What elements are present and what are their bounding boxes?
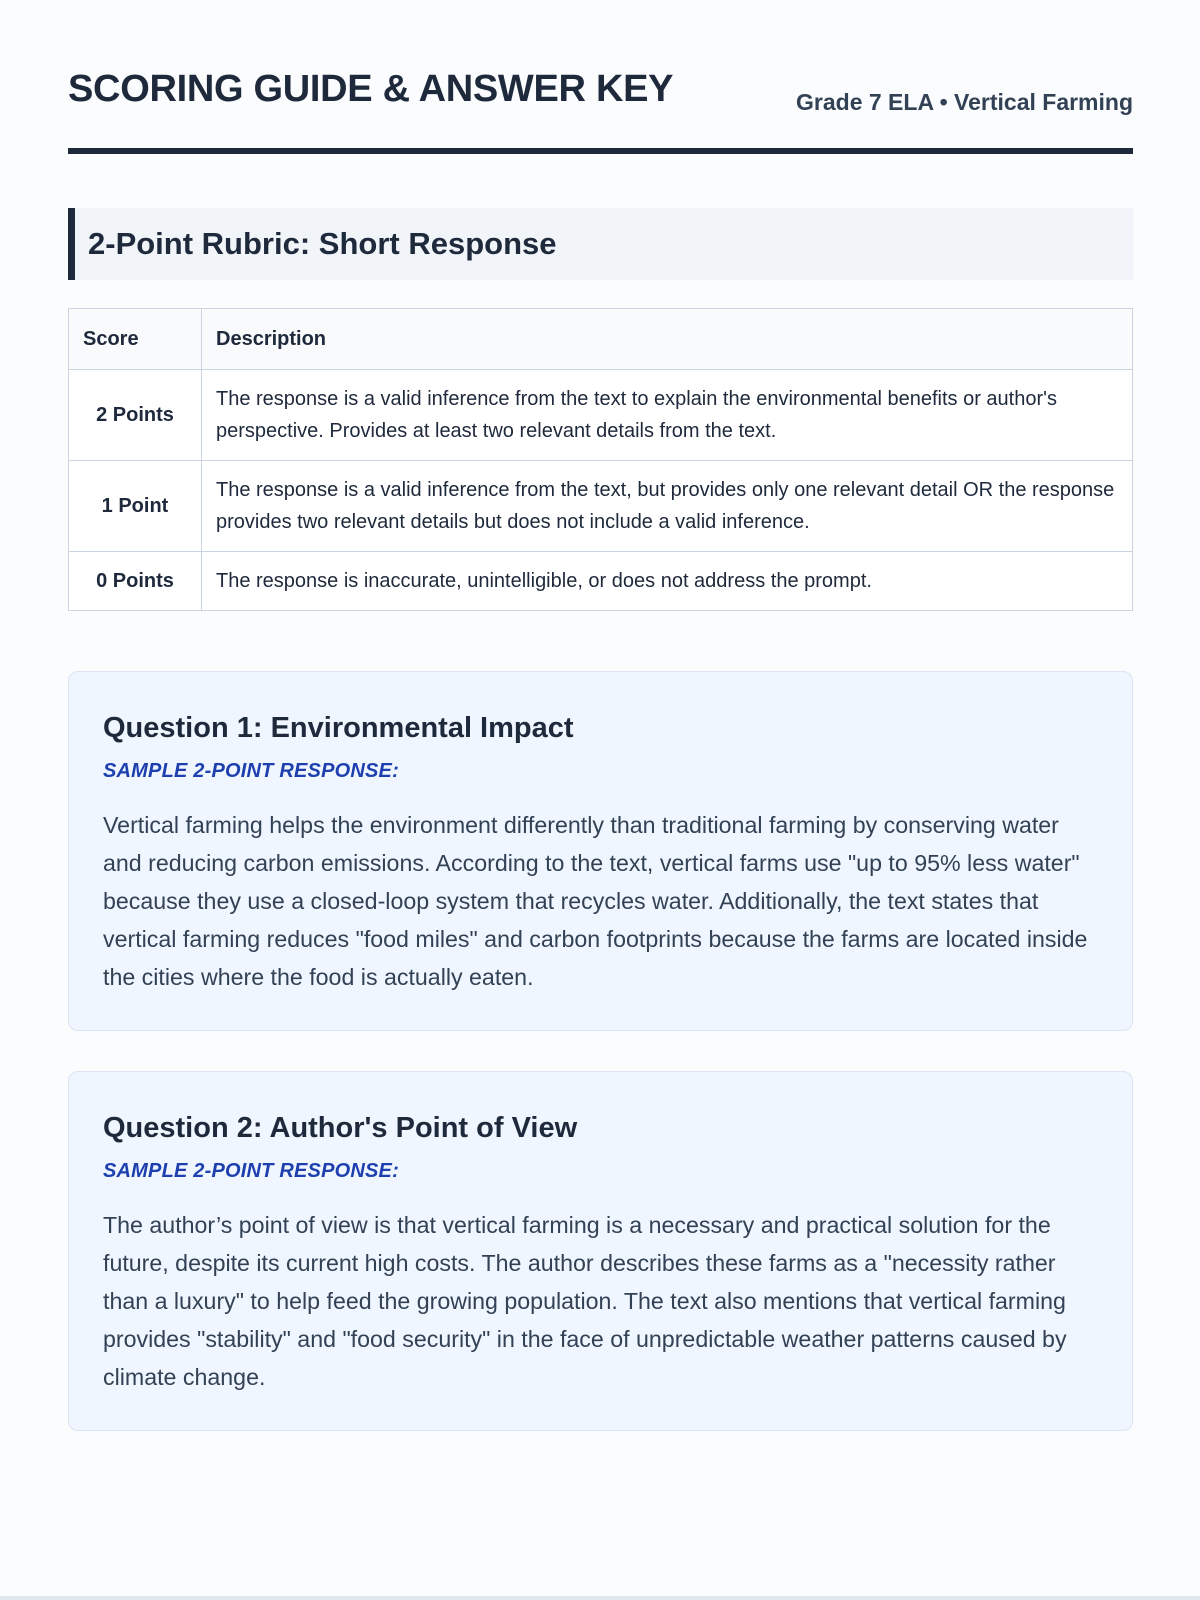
document-header xyxy=(68,0,1133,154)
document-subject: Grade 7 ELA • Vertical Farming xyxy=(796,89,1133,115)
rubric-description: The response is inaccurate, unintelligible, or does not address the prompt. xyxy=(202,552,1133,611)
question-1-sample-response: Vertical farming helps the environment differently than traditional farming by conserving water and reducing carbon emissions. According to the text, vertical farms use "up to 95% less water" because they use a closed-loop system that recycles water. Additionally, the text states that vertical farming reduces "food miles" and carbon footprints because the farms are located inside the cities where the food is actually eaten. xyxy=(103,812,1088,990)
question-1-title: Question 1: Environmental Impact xyxy=(103,712,574,744)
question-1-card xyxy=(68,671,1133,1031)
rubric-header-row xyxy=(69,309,1133,370)
question-1-sample-label: SAMPLE 2-POINT RESPONSE: xyxy=(103,760,399,782)
score-column-header: Score xyxy=(69,309,202,370)
rubric-table xyxy=(68,308,1133,611)
rubric-score: 2 Points xyxy=(69,370,202,461)
rubric-description: The response is a valid inference from the text to explain the environmental benefits or author's perspective. Provides at least two relevant details from the text. xyxy=(202,370,1133,461)
rubric-description: The response is a valid inference from the text, but provides only one relevant detail OR the response provides two relevant details but does not include a valid inference. xyxy=(202,461,1133,552)
document-title: SCORING GUIDE & ANSWER KEY xyxy=(68,68,674,110)
question-2-card xyxy=(68,1071,1133,1431)
rubric-row-2-points xyxy=(69,370,1133,461)
question-2-sample-response: The author’s point of view is that vertical farming is a necessary and practical solution for the future, despite its current high costs. The author describes these farms as a "necessity rather than a luxury" to help feed the growing population. The text also mentions that vertical farming provides "stability" and "food security" in the face of unpredictable weather patterns caused by climate change. xyxy=(103,1212,1067,1390)
question-2-sample-label: SAMPLE 2-POINT RESPONSE: xyxy=(103,1160,399,1182)
description-column-header: Description xyxy=(202,309,1133,370)
rubric-row-1-point xyxy=(69,461,1133,552)
rubric-score: 1 Point xyxy=(69,461,202,552)
rubric-row-0-points xyxy=(69,552,1133,611)
page-bottom-border xyxy=(0,1596,1200,1600)
rubric-score: 0 Points xyxy=(69,552,202,611)
rubric-heading: 2-Point Rubric: Short Response xyxy=(68,208,1133,280)
question-2-title: Question 2: Author's Point of View xyxy=(103,1112,578,1144)
